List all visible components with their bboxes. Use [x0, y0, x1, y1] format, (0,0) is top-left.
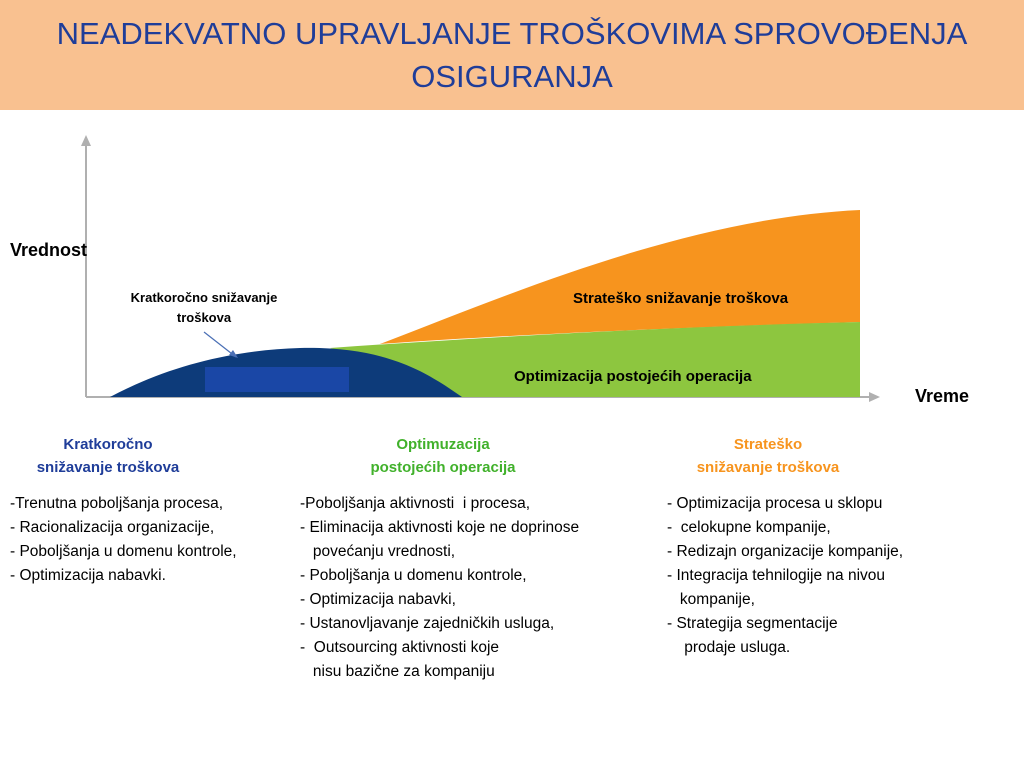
list-item: kompanije,: [667, 591, 755, 608]
heading-line: Kratkoročno: [63, 436, 153, 453]
list-item: - celokupne kompanije,: [667, 519, 831, 536]
list-item: - Optimizacija nabavki.: [10, 567, 166, 584]
x-axis-arrowhead: [869, 392, 880, 402]
column-heading-short-term: [8, 433, 208, 479]
title-banner: [0, 0, 1024, 110]
optimization-label-box: Optimizacija postojećih operacija: [504, 362, 762, 391]
list-item: -Poboljšanja aktivnosti i procesa,: [300, 495, 531, 512]
list-item: - Outsourcing aktivnosti koje: [300, 639, 500, 656]
list-item: - Racionalizacija organizacije,: [10, 519, 215, 536]
list-item: - Strategija segmentacije: [667, 615, 838, 632]
y-axis-arrowhead: [81, 135, 91, 146]
heading-line: Strateško: [733, 436, 803, 453]
list-item: - Integracija tehnilogije na nivou: [667, 567, 885, 584]
list-item: prodaje usluga.: [667, 639, 791, 656]
short-term-list: [10, 492, 237, 588]
list-item: nisu bazične za kompaniju: [300, 663, 495, 680]
column-heading-optimization: [343, 433, 543, 479]
list-item: - Poboljšanja u domenu kontrole,: [300, 567, 527, 584]
list-item: -Trenutna poboljšanja procesa,: [10, 495, 224, 512]
list-item: - Ustanovljavanje zajedničkih usluga,: [300, 615, 555, 632]
short-term-callout: Kratkoročno snižavanje troškova: [130, 290, 278, 325]
heading-line: Optimuzacija: [396, 436, 490, 453]
list-item: - Optimizacija procesa u sklopu: [667, 495, 883, 512]
list-item: - Poboljšanja u domenu kontrole,: [10, 543, 237, 560]
heading-line: postojećih operacija: [370, 459, 516, 476]
x-axis-label: Vreme: [915, 386, 970, 406]
strategic-label-box: Strateško snižavanje troškova: [563, 284, 798, 313]
list-item: - Redizajn organizacije kompanije,: [667, 543, 904, 560]
slide-title: NEADEKVATNO UPRAVLJANJE TROŠKOVIMA SPROVOĐENJA OSIGURANJA: [56, 16, 968, 94]
column-heading-strategic: [668, 433, 868, 479]
strategic-list: [667, 492, 903, 660]
heading-line: snižavanje troškova: [36, 459, 180, 476]
short-term-highlight-bar: [205, 367, 349, 392]
y-axis-label: Vrednost: [10, 240, 88, 260]
list-item: - Eliminacija aktivnosti koje ne doprinose: [300, 519, 580, 536]
optimization-list: [300, 492, 579, 684]
heading-line: snižavanje troškova: [696, 459, 840, 476]
strategic-reduction-area: [380, 210, 860, 344]
list-item: - Optimizacija nabavki,: [300, 591, 456, 608]
list-item: povećanju vrednosti,: [300, 543, 456, 560]
